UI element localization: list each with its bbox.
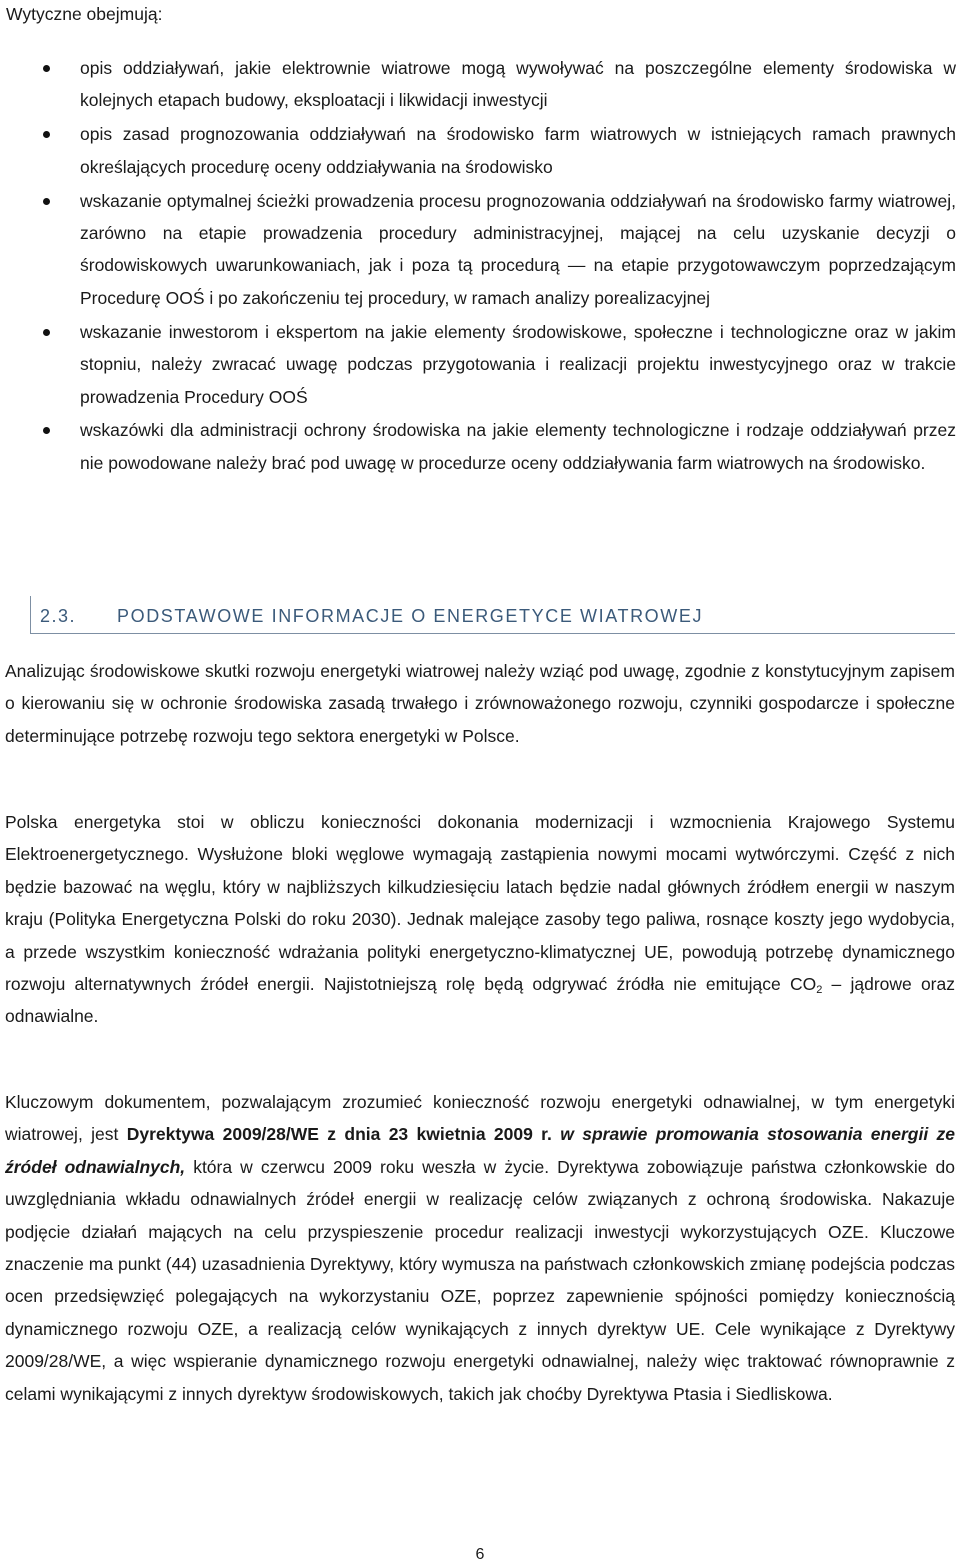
- section-heading: [30, 596, 955, 634]
- paragraph: [5, 806, 955, 1033]
- list-item: [0, 316, 960, 413]
- bullet-icon: [43, 131, 50, 138]
- list-item-text: wskazówki dla administracji ochrony środowiska na jakie elementy technologiczne i rodzaje oddziaływań przez nie powodowane należy brać pod uwagę w procedurze oceny oddziaływania farm wiatrowych na środowisko.: [80, 420, 956, 473]
- paragraph-text: Polska energetyka stoi w obliczu konieczności dokonania modernizacji i wzmocnienia Krajowego Systemu Elektroenergetycznego. Wysłużone bloki węglowe wymagają zastąpienia nowymi mocami wytwórczymi. Część z nich będzie bazować na węglu, który w najbliższych kilkudziesięciu latach będzie nadal głównych źródłem energii w naszym kraju (Polityka Energetyczna Polski do roku 2030). Jednak malejące zasoby tego paliwa, rosnące koszty jego wydobycia, a przede wszystkim konieczność wdrażania polityki energetyczno-klimatycznej UE, powodują potrzebę dynamicznego rozwoju alternatywnych źródeł energii. Najistotniejszą rolę będą odgrywać źródła nie emitujące CO: [5, 812, 955, 995]
- list-item: [0, 52, 960, 117]
- page-number: 6: [475, 1546, 485, 1563]
- paragraph-text: która w czerwcu 2009 roku weszła w życie. Dyrektywa zobowiązuje państwa członkowskie do uwzględniania wkładu odnawialnych źródeł energii w realizację celów związanych z ochroną środowiska. Nakazuje podjęcie działań mających na celu przyspieszenie procedur realizacji inwestycji wykorzystujących OZE. Kluczowe znaczenie ma punkt (44) uzasadnienia Dyrektywy, który wymusza na państwach członkowskich zmianę podejścia podczas ocen przedsięwzięć polegających na wykorzystaniu OZE, poprzez zapewnienie spójności pomiędzy koniecznością dynamicznego rozwoju OZE, a realizacją celów wynikających z innych dyrektyw UE. Cele wynikające z Dyrektywy 2009/28/WE, a więc wspieranie dynamicznego rozwoju energetyki odnawialnej, należy więc traktować równoprawnie z celami wynikającymi z innych dyrektyw środowiskowych, takich jak choćby Dyrektywa Ptasia i Siedliskowa.: [5, 1156, 955, 1404]
- list-item: [0, 414, 960, 479]
- bullet-icon: [43, 329, 50, 336]
- paragraph: Analizując środowiskowe skutki rozwoju energetyki wiatrowej należy wziąć pod uwagę, zgodnie z konstytucyjnym zapisem o kierowaniu się w ochronie środowiska zasadą trwałego i zrównoważonego rozwoju, czynniki gospodarcze i społeczne determinujące potrzebę rozwoju tego sektora energetyki w Polsce.: [5, 661, 955, 746]
- paragraph: [5, 1086, 955, 1410]
- paragraph-text-tail: – jądrowe oraz odnawialne.: [5, 974, 955, 1027]
- list-item-text: opis zasad prognozowania oddziaływań na środowisko farm wiatrowych w istniejących ramach prawnych określających procedurę oceny oddziaływania na środowisko: [80, 124, 956, 177]
- section-number: 2.3.: [40, 606, 77, 626]
- list-item-text: wskazanie optymalnej ścieżki prowadzenia procesu prognozowania oddziaływań na środowisko farmy wiatrowej, zarówno na etapie prowadzenia procedury administracyjnej, mającej na celu uzyskanie decyzji o środowiskowych uwarunkowaniach, jak i poza tą procedurą — na etapie przygotowawczym poprzedzającym Procedurę OOŚ i po zakończeniu tej procedury, w ramach analizy porealizacyjnej: [80, 190, 956, 308]
- bullet-icon: [43, 198, 50, 205]
- intro-text: Wytyczne obejmują:: [6, 4, 163, 24]
- list-item-text: wskazanie inwestorom i ekspertom na jakie elementy środowiskowe, społeczne i technologiczne oraz w jakim stopniu, należy zwracać uwagę podczas przygotowania i realizacji projektu inwestycyjnego oraz w trakcie prowadzenia Procedury OOŚ: [80, 321, 956, 407]
- directive-reference: Dyrektywa 2009/28/WE z dnia 23 kwietnia 2009 r.: [126, 1124, 552, 1145]
- guidelines-list: [0, 52, 960, 481]
- paragraph-text: Kluczowym dokumentem, pozwalającym zrozumieć konieczność rozwoju energetyki odnawialnej, w tym energetyki wiatrowej, jest: [5, 1092, 955, 1145]
- section-title: PODSTAWOWE INFORMACJE O ENERGETYCE WIATROWEJ: [117, 606, 704, 626]
- list-item: [0, 118, 960, 183]
- spacer-text: [552, 1124, 560, 1144]
- bullet-icon: [43, 427, 50, 434]
- co2-subscript: 2: [816, 984, 823, 997]
- bullet-icon: [43, 65, 50, 72]
- list-item-text: opis oddziaływań, jakie elektrownie wiatrowe mogą wywoływać na poszczególne elementy środowiska w kolejnych etapach budowy, eksploatacji i likwidacji inwestycji: [80, 58, 956, 111]
- list-item: [0, 185, 960, 315]
- directive-title: w sprawie promowania stosowania energii ze źródeł odnawialnych,: [5, 1124, 956, 1177]
